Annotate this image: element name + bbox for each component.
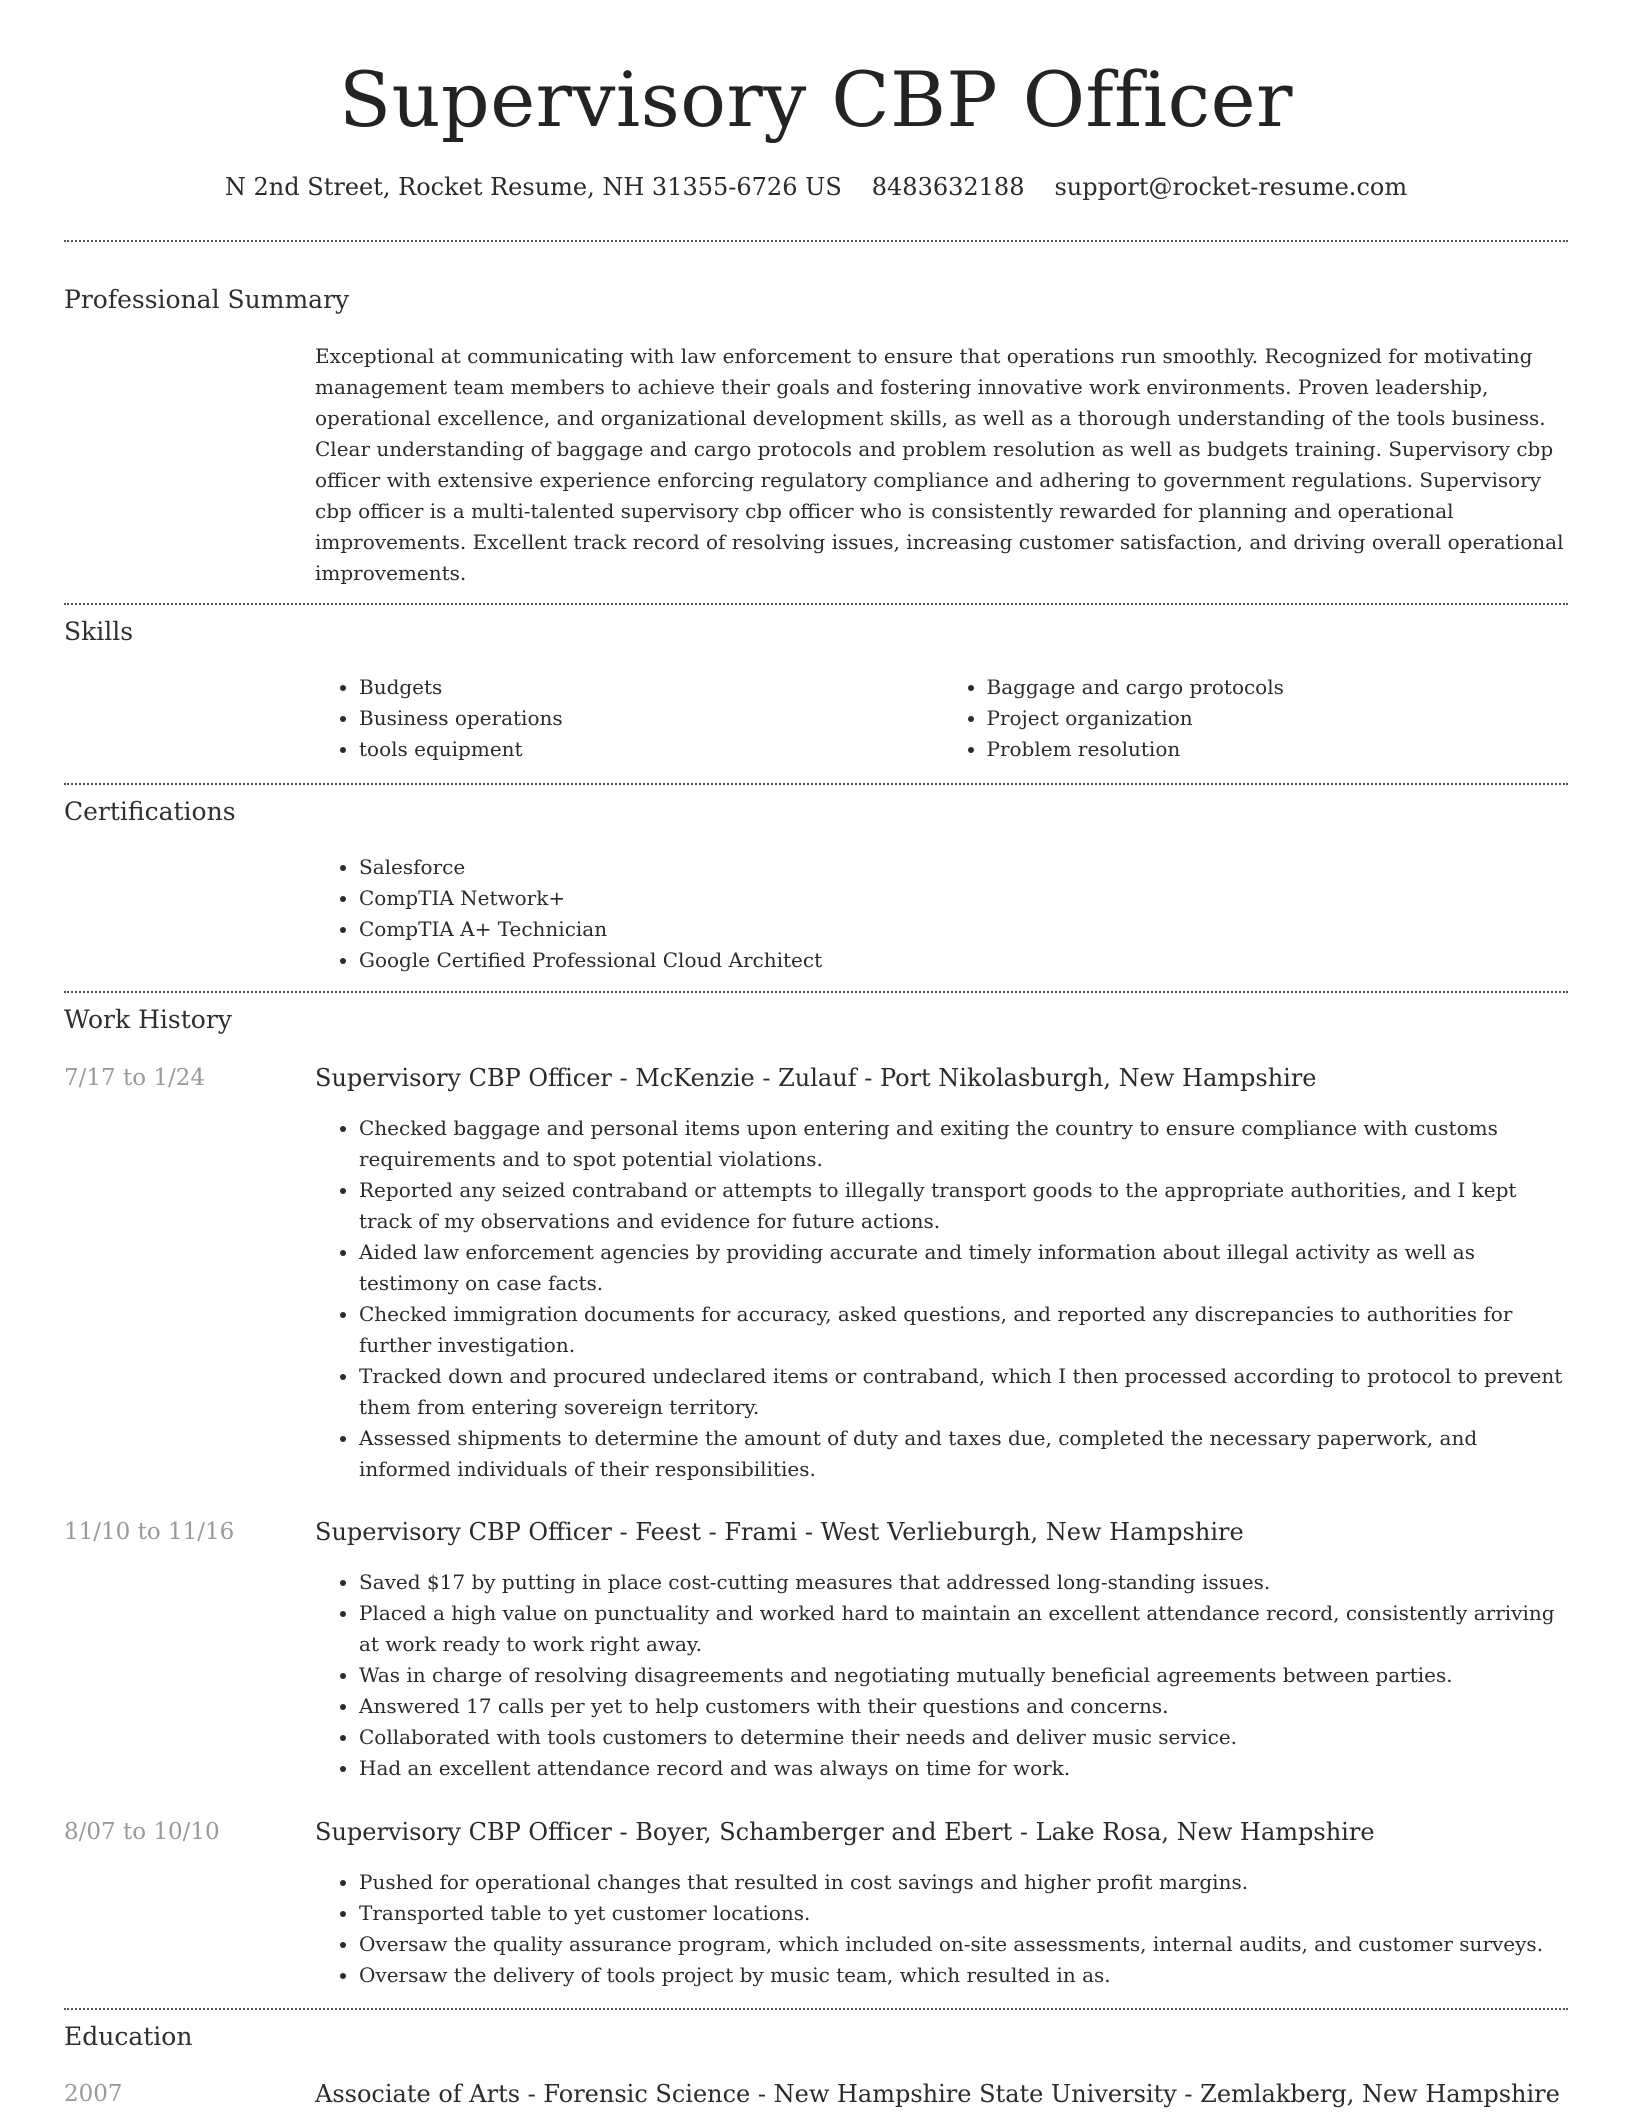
job-bullet: • Transported table to yet customer locations. [359,1898,1570,1929]
certification-item: • Google Certified Professional Cloud Architect [359,945,1570,976]
job-title: Supervisory CBP Officer - Feest - Frami - West Verlieburgh, New Hampshire [315,1518,1244,1546]
skill-item: • Baggage and cargo protocols [987,672,1571,703]
candidate-name: Supervisory CBP Officer [339,55,1293,144]
job-bullet: • Was in charge of resolving disagreements and negotiating mutually beneficial agreements between parties. [359,1660,1570,1691]
summary-section [315,341,1570,589]
job-bullet: • Assessed shipments to determine the amount of duty and taxes due, completed the necessary paperwork, and informed individuals of their responsibilities. [359,1423,1570,1485]
work-history-heading: Work History [64,1005,232,1034]
skill-item: • Project organization [987,703,1571,734]
section-divider [64,240,1568,242]
job-bullet: • Saved $17 by putting in place cost-cutting measures that addressed long-standing issues. [359,1567,1570,1598]
education-degree: Associate of Arts - Forensic Science - New Hampshire State University - Zemlakberg, New Hampshire [315,2080,1560,2108]
job-dates: 7/17 to 1/24 [64,1065,206,1091]
job-bullet: • Placed a high value on punctuality and worked hard to maintain an excellent attendance record, consistently arriving at work ready to work right away. [359,1598,1570,1660]
job-title: Supervisory CBP Officer - Boyer, Schamberger and Ebert - Lake Rosa, New Hampshire [315,1818,1375,1846]
job-bullet: • Checked baggage and personal items upon entering and exiting the country to ensure compliance with customs requirements and to spot potential violations. [359,1113,1570,1175]
job-bullet: • Checked immigration documents for accuracy, asked questions, and reported any discrepancies to authorities for further investigation. [359,1299,1570,1361]
certification-item: • Salesforce [359,852,1570,883]
contact-address: N 2nd Street, Rocket Resume, NH 31355-6726 US [224,173,842,201]
certifications-section [315,852,1570,976]
education-heading: Education [64,2022,193,2051]
section-divider [64,603,1568,605]
contact-phone: 8483632188 [871,173,1025,201]
skill-item: • Problem resolution [987,734,1571,765]
section-divider [64,991,1568,993]
skill-item: • tools equipment [359,734,943,765]
skill-item: • Business operations [359,703,943,734]
certification-item: • CompTIA Network+ [359,883,1570,914]
job-dates: 11/10 to 11/16 [64,1519,235,1545]
contact-email: support@rocket-resume.com [1054,173,1408,201]
job-bullet: • Tracked down and procured undeclared items or contraband, which I then processed according to protocol to prevent them from entering sovereign territory. [359,1361,1570,1423]
summary-text: Exceptional at communicating with law enforcement to ensure that operations run smoothly. Recognized for motivating management team members to achieve their goals and fostering innovative work environments. Proven leadership, operational excellence, and organizational development skills, as well as a thorough understanding of the tools business. Clear understanding of baggage and cargo protocols and problem resolution as well as budgets training. Supervisory cbp officer with extensive experience enforcing regulatory compliance and adhering to government regulations. Supervisory cbp officer is a multi-talented supervisory cbp officer who is consistently rewarded for planning and operational improvements. Excellent track record of resolving issues, increasing customer satisfaction, and driving overall operational improvements. [315,344,1564,585]
job-bullet-list [315,1567,1570,1784]
job-bullet-list [315,1867,1570,1991]
job-bullet: • Aided law enforcement agencies by providing accurate and timely information about illegal activity as well as testimony on case facts. [359,1237,1570,1299]
skills-section [315,672,1570,765]
job-bullet: • Collaborated with tools customers to determine their needs and deliver music service. [359,1722,1570,1753]
job-bullet-list [315,1113,1570,1485]
job-bullet: • Oversaw the delivery of tools project by music team, which resulted in as. [359,1960,1570,1991]
job-bullet: • Had an excellent attendance record and was always on time for work. [359,1753,1570,1784]
certification-item: • CompTIA A+ Technician [359,914,1570,945]
section-divider [64,2008,1568,2010]
contact-line [64,170,1568,204]
job-bullets [315,1113,1570,1485]
job-bullet: • Oversaw the quality assurance program, which included on-site assessments, internal audits, and customer surveys. [359,1929,1570,1960]
section-divider [64,783,1568,785]
job-bullet: • Reported any seized contraband or attempts to illegally transport goods to the appropriate authorities, and I kept track of my observations and evidence for future actions. [359,1175,1570,1237]
skills-list-left [315,672,943,765]
job-bullets [315,1867,1570,1991]
education-year: 2007 [64,2081,123,2107]
job-bullet: • Pushed for operational changes that resulted in cost savings and higher profit margins. [359,1867,1570,1898]
job-bullet: • Answered 17 calls per yet to help customers with their questions and concerns. [359,1691,1570,1722]
skills-list-right [943,672,1571,765]
skills-heading: Skills [64,617,134,646]
summary-heading: Professional Summary [64,285,350,314]
job-bullets [315,1567,1570,1784]
job-dates: 8/07 to 10/10 [64,1819,220,1845]
job-title: Supervisory CBP Officer - McKenzie - Zulauf - Port Nikolasburgh, New Hampshire [315,1064,1317,1092]
skill-item: • Budgets [359,672,943,703]
certifications-list [315,852,1570,976]
certifications-heading: Certifications [64,797,236,826]
